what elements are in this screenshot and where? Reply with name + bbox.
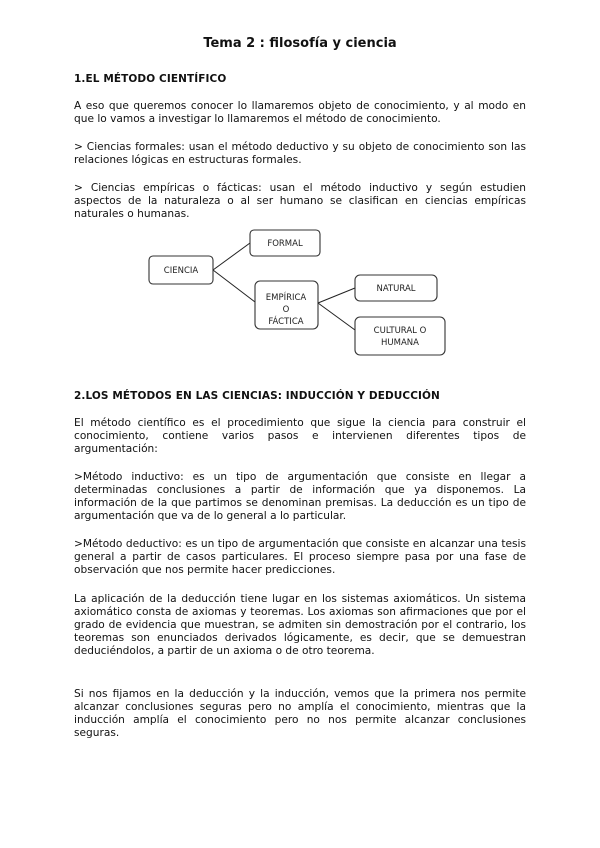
node-cultural-label-1: CULTURAL O xyxy=(373,326,427,336)
section-1-heading: 1.EL MÉTODO CIENTÍFICO xyxy=(74,73,227,85)
connector-empirica-natural xyxy=(318,288,355,303)
paragraph-empirical-sciences: > Ciencias empíricas o fácticas: usan el método inductivo y según estudien aspectos de la naturaleza o al ser humano se clasifican en ciencias empíricas naturales o humanas. xyxy=(74,182,526,220)
node-empirica-label-2: O xyxy=(282,305,290,315)
node-empirica-label-3: FÁCTICA xyxy=(268,317,304,327)
node-empirica-label-1: EMPÍRICA xyxy=(265,293,307,303)
node-ciencia-label: CIENCIA xyxy=(163,266,199,276)
node-formal-label: FORMAL xyxy=(267,239,303,249)
paragraph-intro: A eso que queremos conocer lo llamaremos objeto de conocimiento, y al modo en que lo vamos a investigar lo llamaremos el método de conocimiento. xyxy=(74,100,526,125)
paragraph-axiomatic-systems: La aplicación de la deducción tiene lugar en los sistemas axiomáticos. Un sistema axiomático consta de axiomas y teoremas. Los axiomas son afirmaciones que por el grado de evidencia que muestran, se admiten sin demostración por el contrario, los teoremas son enunciados derivados lógicamente, es decir, que se demuestran deduciéndolos, a partir de un axioma o de otro teorema. xyxy=(74,593,526,657)
connector-empirica-cultural xyxy=(318,303,355,330)
connector-ciencia-formal xyxy=(213,243,250,270)
paragraph-inductive-method: >Método inductivo: es un tipo de argumentación que consiste en llegar a determinadas conclusiones a partir de información que ya disponemos. La información de la que partimos se denominan premisas. La deducción es un tipo de argumentación que va de lo general a lo particular. xyxy=(74,471,526,522)
page-title: Tema 2 : filosofía y ciencia xyxy=(203,36,397,51)
connector-ciencia-empirica xyxy=(213,270,255,302)
paragraph-deductive-method: >Método deductivo: es un tipo de argumentación que consiste en alcanzar una tesis general a partir de casos particulares. El proceso siempre pasa por una fase de observación que nos permite hacer predicciones. xyxy=(74,538,526,576)
node-natural-label: NATURAL xyxy=(376,284,416,294)
section-2-heading: 2.LOS MÉTODOS EN LAS CIENCIAS: INDUCCIÓN Y DEDUCCIÓN xyxy=(74,390,440,402)
paragraph-scientific-method: El método científico es el procedimiento que sigue la ciencia para construir el conocimiento, contiene varios pasos e intervienen diferentes tipos de argumentación: xyxy=(74,417,526,455)
paragraph-formal-sciences: > Ciencias formales: usan el método deductivo y su objeto de conocimiento son las relaciones lógicas en estructuras formales. xyxy=(74,141,526,166)
paragraph-deduction-vs-induction: Si nos fijamos en la deducción y la inducción, vemos que la primera nos permite alcanzar conclusiones seguras pero no amplía el conocimiento, mientras que la inducción amplía el conocimiento pero no nos permite alcanzar conclusiones seguras. xyxy=(74,688,526,739)
node-cultural-label-2: HUMANA xyxy=(381,338,419,348)
node-cultural-box xyxy=(355,317,445,355)
